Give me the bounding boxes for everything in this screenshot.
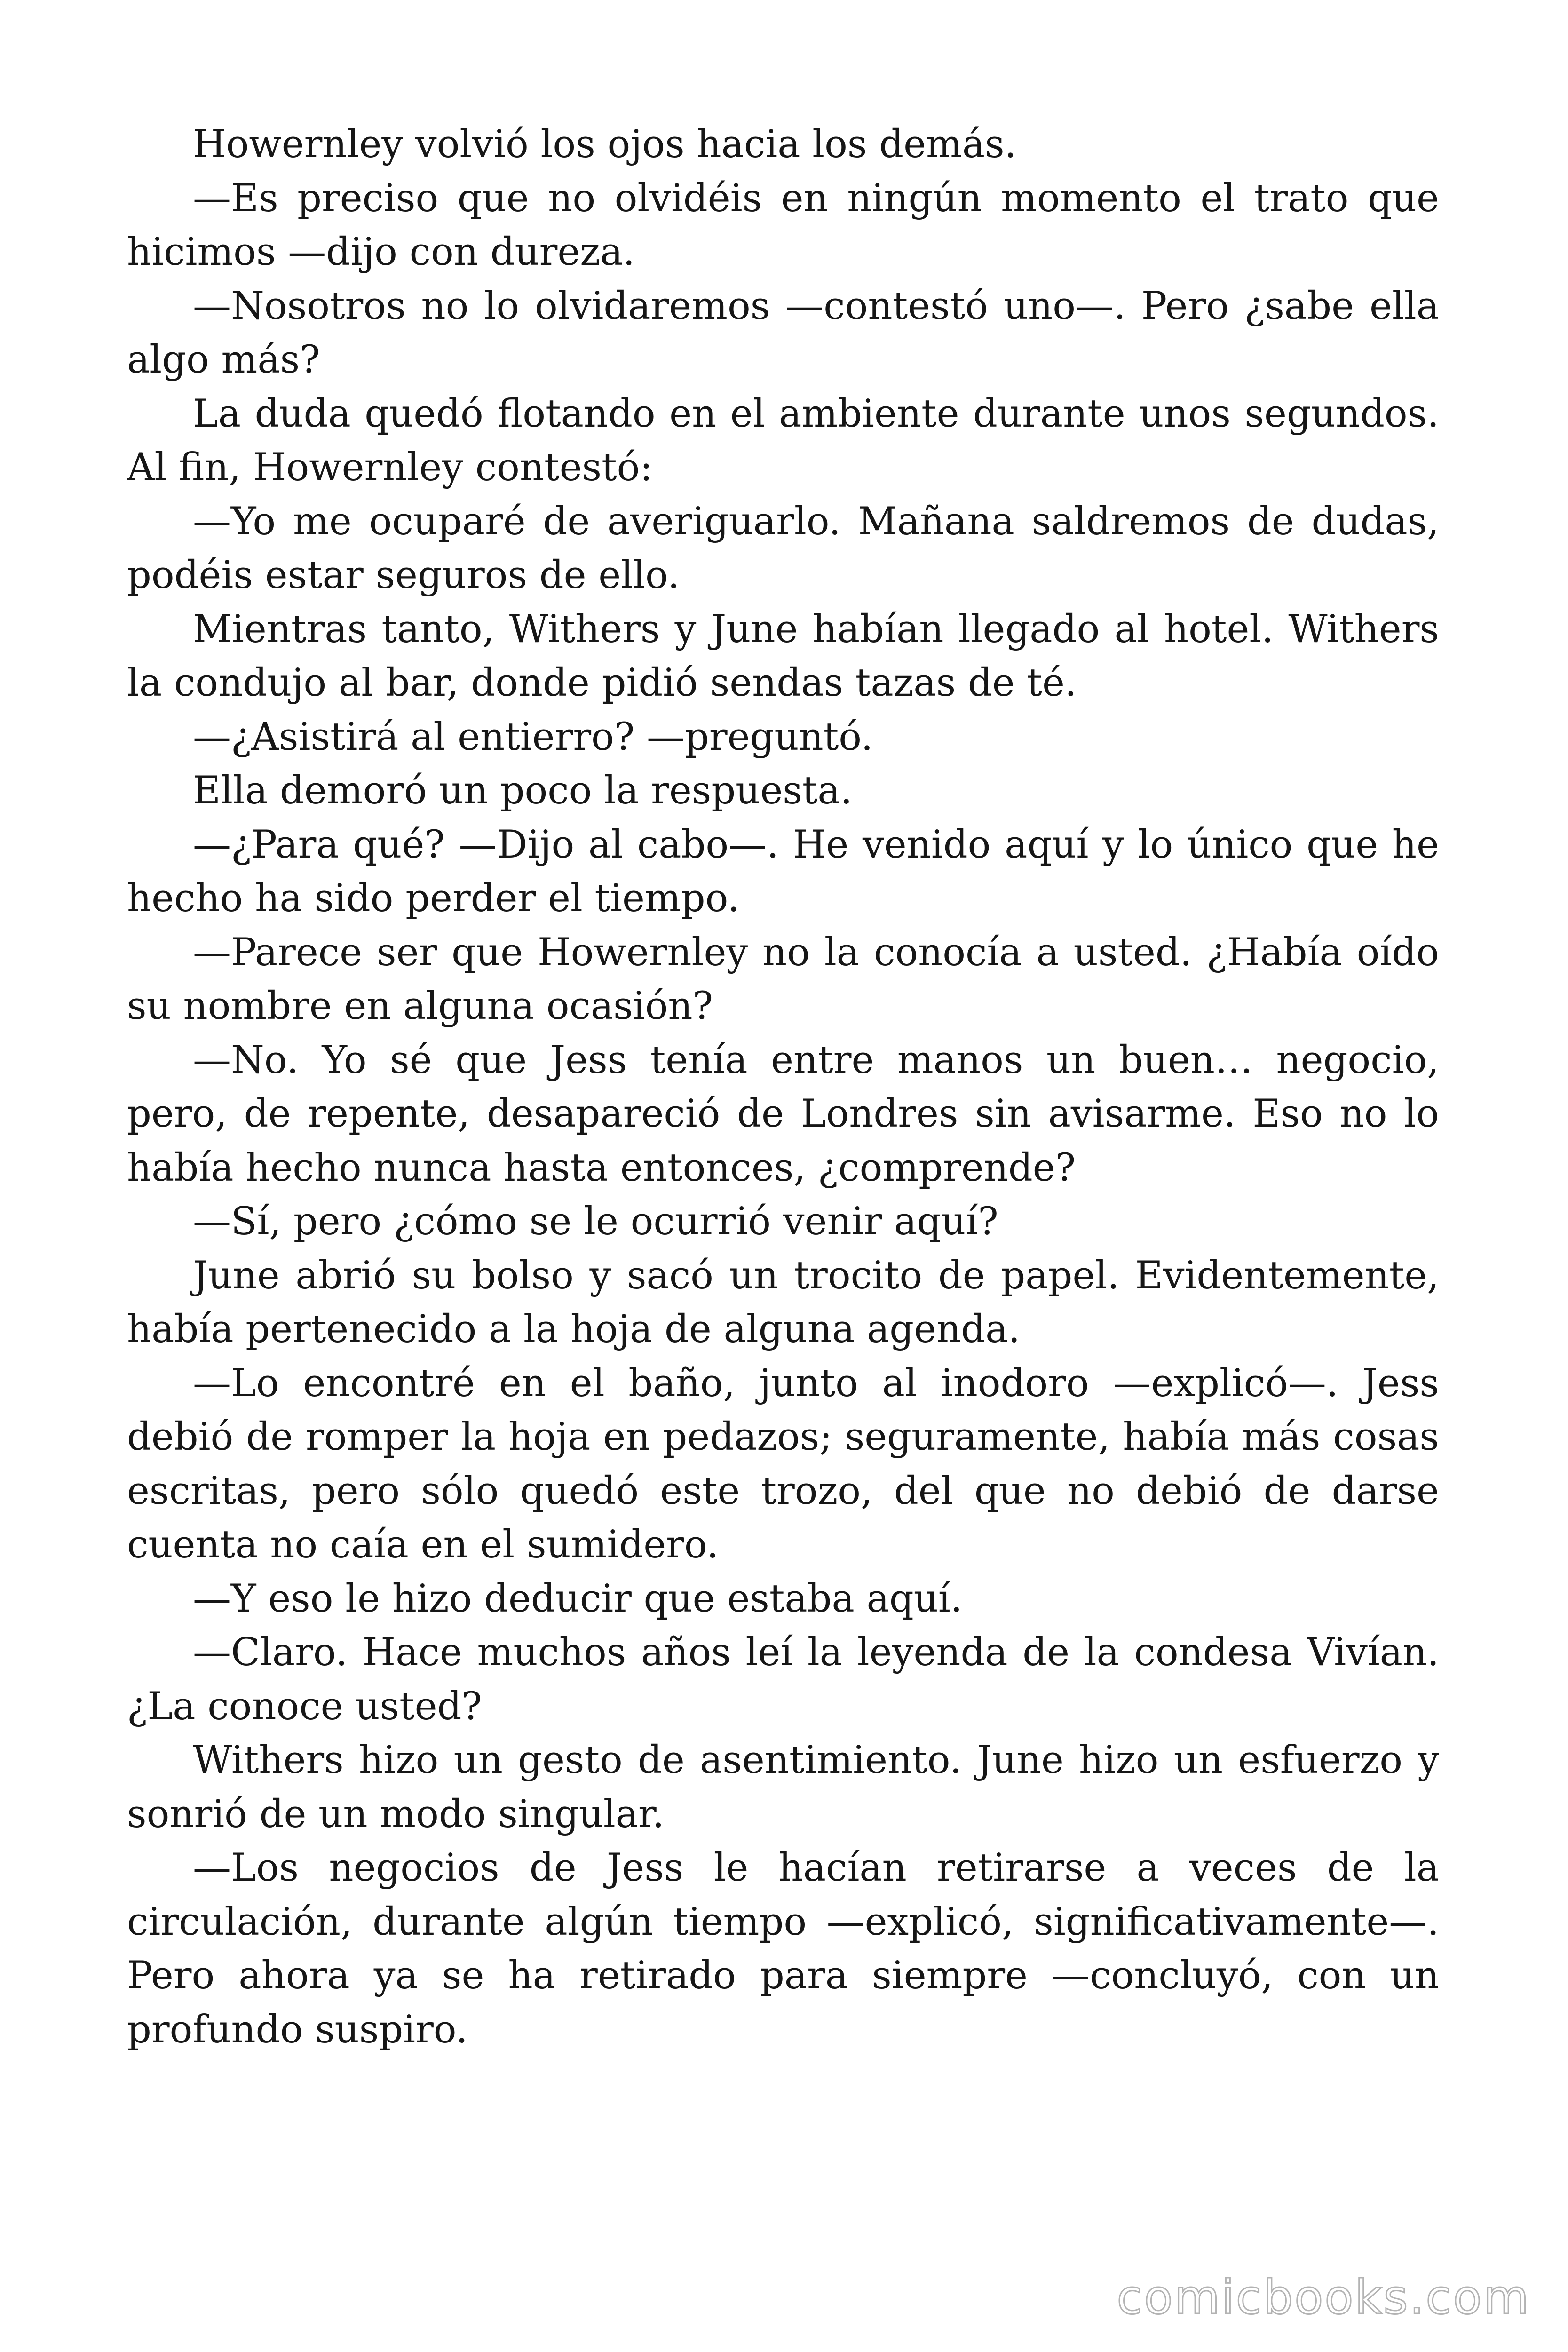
paragraph: —Parece ser que Howernley no la conocía a usted. ¿Había oído su nombre en alguna ocasión? xyxy=(127,930,1439,1028)
paragraph: Withers hizo un gesto de asentimiento. June hizo un esfuerzo y sonrió de un modo singular. xyxy=(127,1738,1439,1836)
paragraph: —Es preciso que no olvidéis en ningún momento el trato que hicimos —dijo con dureza. xyxy=(127,176,1439,274)
paragraph: —Los negocios de Jess le hacían retirarse a veces de la circulación, durante algún tiempo —explicó, significativamente—. Pero ahora ya se ha retirado para siempre —concluyó, con un profundo suspiro. xyxy=(127,1846,1439,2052)
paragraph: June abrió su bolso y sacó un trocito de papel. Evidentemente, había pertenecido a la hoja de alguna agenda. xyxy=(127,1253,1439,1351)
paragraph: —Claro. Hace muchos años leí la leyenda de la condesa Vivían. ¿La conoce usted? xyxy=(127,1630,1439,1729)
paragraph: —Lo encontré en el baño, junto al inodoro —explicó—. Jess debió de romper la hoja en pedazos; seguramente, había más cosas escritas, pero sólo quedó este trozo, del que no debió de darse cuenta no caía en el sumidero. xyxy=(127,1361,1439,1567)
paragraph: Ella demoró un poco la respuesta. xyxy=(193,769,853,813)
body-text xyxy=(127,118,1439,2057)
paragraph: —Y eso le hizo deducir que estaba aquí. xyxy=(193,1576,963,1621)
paragraph: —No. Yo sé que Jess tenía entre manos un buen… negocio, pero, de repente, desapareció de Londres sin avisarme. Eso no lo había hecho nunca hasta entonces, ¿comprende? xyxy=(127,1038,1439,1190)
paragraph: La duda quedó flotando en el ambiente durante unos segundos. Al fin, Howernley contestó: xyxy=(127,391,1439,490)
watermark: comicbooks.com xyxy=(1117,2270,1530,2325)
paragraph: —¿Asistirá al entierro? —preguntó. xyxy=(193,715,873,759)
paragraph: Howernley volvió los ojos hacia los demás. xyxy=(193,122,1017,167)
paragraph: —Yo me ocuparé de averiguarlo. Mañana saldremos de dudas, podéis estar seguros de ello. xyxy=(127,499,1439,597)
paragraph: —¿Para qué? —Dijo al cabo—. He venido aquí y lo único que he hecho ha sido perder el tiempo. xyxy=(127,822,1439,921)
paragraph: —Nosotros no lo olvidaremos —contestó uno—. Pero ¿sabe ella algo más? xyxy=(127,284,1439,382)
paragraph: —Sí, pero ¿cómo se le ocurrió venir aquí? xyxy=(193,1200,998,1244)
paragraph: Mientras tanto, Withers y June habían llegado al hotel. Withers la condujo al bar, donde pidió sendas tazas de té. xyxy=(127,607,1439,705)
